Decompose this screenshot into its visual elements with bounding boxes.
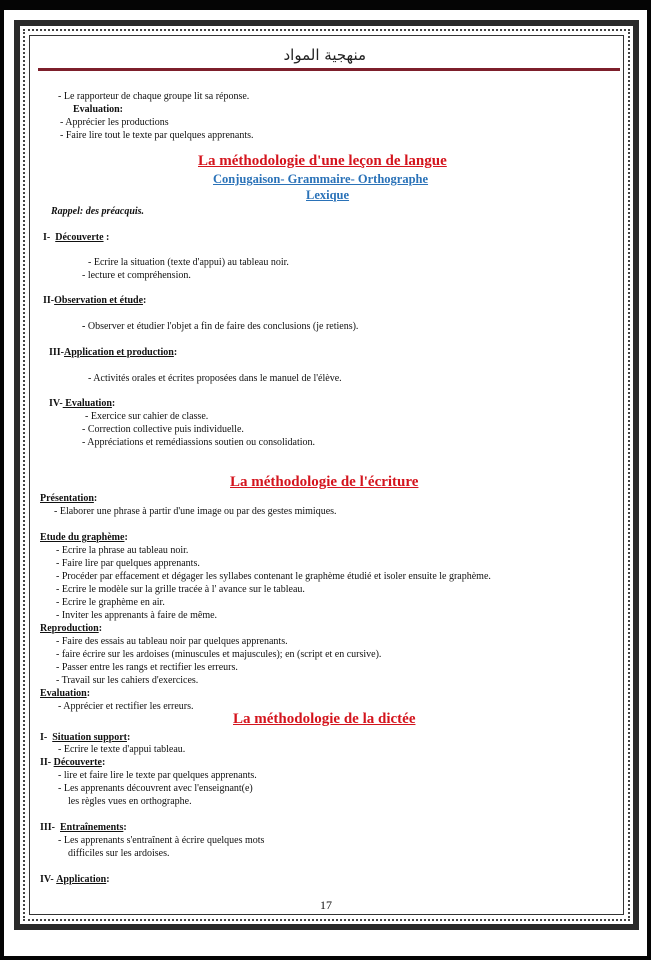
ecriture-etude-title: Etude du graphème: (40, 532, 128, 543)
ecriture-etude-item: - Procéder par effacement et dégager les syllabes contenant le graphème étudié et isoler ensuite le graphème. (56, 571, 491, 582)
dictee-section-3: III- Entraînements: (40, 822, 127, 833)
dictee-section-2: II- Découverte: (40, 757, 106, 768)
dictee-item: - lire et faire lire le texte par quelques apprenants. (58, 770, 257, 781)
dictee-section-1: I- Situation support: (40, 732, 131, 743)
intro-eval-title: Evaluation: (73, 104, 124, 115)
subtitle-conjugaison: Conjugaison- Grammaire- Orthographe (213, 172, 429, 186)
section-title-ecriture: La méthodologie de l'écriture (230, 474, 419, 490)
ecriture-reproduction-title: Reproduction: (40, 623, 103, 634)
langue-item: - Ecrire la situation (texte d'appui) au tableau noir. (88, 257, 289, 268)
ecriture-etude-item: - Faire lire par quelques apprenants. (56, 558, 200, 569)
dictee-item: - Les apprenants découvrent avec l'enseignant(e) (58, 783, 253, 794)
dictee-item: difficiles sur les ardoises. (68, 848, 170, 859)
intro-eval-item: - Faire lire tout le texte par quelques apprenants. (60, 130, 254, 141)
intro-line: - Le rapporteur de chaque groupe lit sa réponse. (58, 91, 250, 102)
ecriture-repro-item: - Faire des essais au tableau noir par quelques apprenants. (56, 636, 288, 647)
langue-item: - Activités orales et écrites proposées dans le manuel de l'élève. (88, 373, 342, 384)
page-number: 17 (320, 898, 332, 912)
langue-item: - Observer et étudier l'objet a fin de faire des conclusions (je retiens). (82, 321, 359, 332)
header-title: منهجية المواد (283, 46, 366, 64)
langue-section-4: IV- Evaluation: (49, 398, 116, 409)
dictee-item: - Ecrire le texte d'appui tableau. (58, 744, 186, 755)
section-title-dictee: La méthodologie de la dictée (233, 711, 416, 727)
langue-section-2: II-Observation et étude: (43, 295, 147, 306)
dictee-item: - Les apprenants s'entraînent à écrire quelques mots (58, 835, 265, 846)
ecriture-evaluation-title: Evaluation: (40, 688, 91, 699)
section-title-langue: La méthodologie d'une leçon de langue (198, 153, 447, 169)
header-rule (38, 68, 620, 71)
intro-eval-item: - Apprécier les productions (60, 117, 169, 128)
langue-section-1: I- Découverte : (43, 232, 110, 243)
ecriture-presentation-title: Présentation: (40, 493, 98, 504)
langue-item: - lecture et compréhension. (82, 270, 191, 281)
ecriture-etude-item: - Ecrire le graphème en air. (56, 597, 165, 608)
ecriture-etude-item: - Inviter les apprenants à faire de même. (56, 610, 218, 621)
langue-item: - Correction collective puis individuelle. (82, 424, 244, 435)
ecriture-eval-item: - Apprécier et rectifier les erreurs. (58, 701, 194, 712)
langue-section-3: III-Application et production: (49, 347, 178, 358)
ecriture-repro-item: - faire écrire sur les ardoises (minuscules et majuscules); en (script et en cursive). (56, 649, 382, 660)
dictee-section-4: IV- Application: (40, 874, 110, 885)
ecriture-item: - Elaborer une phrase à partir d'une image ou par des gestes mimiques. (54, 506, 337, 517)
subtitle-lexique: Lexique (306, 188, 350, 202)
dictee-item: les règles vues en orthographe. (68, 796, 192, 807)
ecriture-repro-item: - Passer entre les rangs et rectifier les erreurs. (56, 662, 238, 673)
rappel-line: Rappel: des préacquis. (51, 206, 145, 217)
ecriture-etude-item: - Ecrire la phrase au tableau noir. (56, 545, 189, 556)
ecriture-etude-item: - Ecrire le modèle sur la grille tracée à l' avance sur le tableau. (56, 584, 305, 595)
langue-item: - Appréciations et remédiassions soutien ou consolidation. (82, 437, 316, 448)
langue-item: - Exercice sur cahier de classe. (85, 411, 209, 422)
ecriture-repro-item: - Travail sur les cahiers d'exercices. (56, 675, 199, 686)
